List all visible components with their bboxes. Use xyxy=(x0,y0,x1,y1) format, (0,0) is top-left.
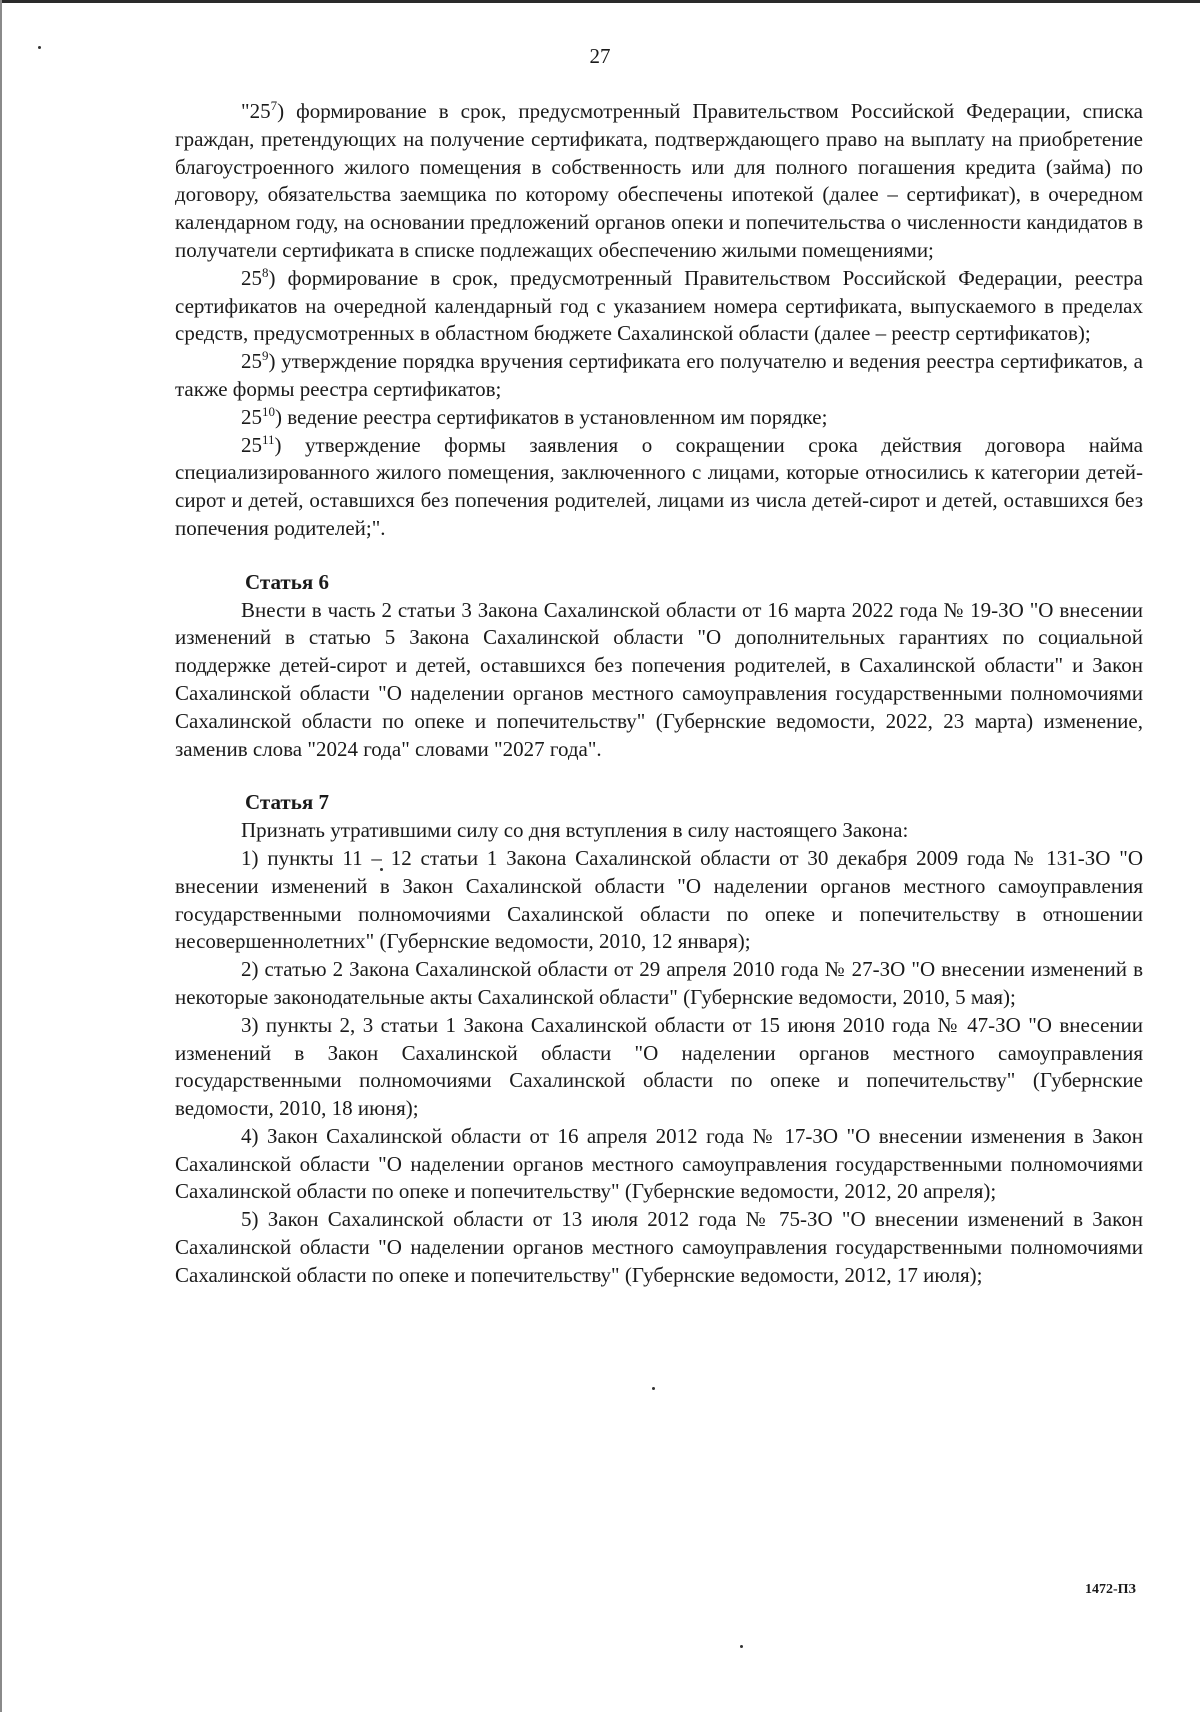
paragraph-number: 25 xyxy=(241,432,262,457)
paragraph-text: ) формирование в срок, предусмотренный Правительством Российской Федерации, списка граждан, претендующих на получение сертификата, подтверждающего право на выплату на приобретение благоустроенного жилого помещения в собственность или для полного погашения кредита (займа) по договору, обязательства заемщика по которому обеспечены ипотекой (далее – сертификат), в очередном календарном году, на основании предложений органов опеки и попечительства о численности кандидатов в получатели сертификата в списке подлежащих обеспечению жилыми помещениями; xyxy=(175,99,1143,262)
paragraph-superscript: 11 xyxy=(262,431,275,447)
paragraph-superscript: 8 xyxy=(262,264,269,280)
paragraph xyxy=(175,348,1143,404)
document-body xyxy=(175,98,1143,1290)
paragraph-superscript: 9 xyxy=(262,348,269,364)
paragraph xyxy=(175,265,1143,348)
article-heading: Статья 6 xyxy=(245,569,329,594)
paragraph: 3) пункты 2, 3 статьи 1 Закона Сахалинской области от 15 июня 2010 года № 47-ЗО "О внесении изменений в Закон Сахалинской области "О наделении органов местного самоуправления государственными полномочиями Сахалинской области по опеке и попечительству" (Губернские ведомости, 2010, 18 июня); xyxy=(175,1012,1143,1121)
paragraph-text: ) утверждение формы заявления о сокращении срока действия договора найма специализированного жилого помещения, заключенного с лицами, которые относились к категории детей-сирот и детей, оставшихся без попечения родителей, лицами из числа детей-сирот и детей, оставшихся без попечения родителей;". xyxy=(175,432,1143,540)
section-gap xyxy=(175,763,1143,789)
paragraph xyxy=(175,432,1143,543)
paragraph: 5) Закон Сахалинской области от 13 июля 2012 года № 75-ЗО "О внесении изменений в Закон Сахалинской области "О наделении органов местного самоуправления государственными полномочиями Сахалинской области по опеке и попечительству" (Губернские ведомости, 2012, 17 июля); xyxy=(175,1207,1143,1287)
paragraph-number: 25 xyxy=(241,404,262,429)
document-code: 1472-ПЗ xyxy=(1085,1582,1136,1597)
scan-top-border xyxy=(0,0,1200,3)
article-heading: Статья 7 xyxy=(245,790,329,815)
paragraph-superscript: 10 xyxy=(262,403,275,419)
paragraph-number: "25 xyxy=(241,99,271,123)
paragraph-superscript: 7 xyxy=(270,98,278,113)
paragraph-text: ) утверждение порядка вручения сертификата его получателю и ведения реестра сертификатов, а также формы реестра сертификатов; xyxy=(175,349,1143,401)
section-gap xyxy=(175,543,1143,569)
paragraph-number: 25 xyxy=(241,349,262,374)
scan-speck xyxy=(652,1387,655,1390)
paragraph-text: ) ведение реестра сертификатов в установленном им порядке; xyxy=(275,404,828,429)
paragraph: 4) Закон Сахалинской области от 16 апреля 2012 года № 17-ЗО "О внесении изменения в Закон Сахалинской области "О наделении органов местного самоуправления государственными полномочиями Сахалинской области по опеке и попечительству" (Губернские ведомости, 2012, 20 апреля); xyxy=(175,1123,1143,1204)
paragraph xyxy=(175,404,1143,432)
paragraph: Внести в часть 2 статьи 3 Закона Сахалинской области от 16 марта 2022 года № 19-ЗО "О внесении изменений в статью 5 Закона Сахалинской области "О дополнительных гарантиях по социальной поддержке детей-сирот и детей, оставшихся без попечения родителей, в Сахалинской области" и Закон Сахалинской области "О наделении органов местного самоуправления государственными полномочиями Сахалинской области по опеке и попечительству" (Губернские ведомости, 2022, 23 марта) изменение, заменив слова "2024 года" словами "2027 года". xyxy=(175,597,1143,761)
paragraph: 1) пункты 11 – 12 статьи 1 Закона Сахалинской области от 30 декабря 2009 года № 131-ЗО "О внесении изменений в Закон Сахалинской области "О наделении органов местного самоуправления государственными полномочиями Сахалинской области по опеке и попечительству в отношении несовершеннолетних" (Губернские ведомости, 2010, 12 января); xyxy=(175,845,1143,954)
paragraph-text: ) формирование в срок, предусмотренный Правительством Российской Федерации, реестра сертификатов на очередной календарный год с указанием номера сертификата, выпускаемого в пределах средств, предусмотренных в областном бюджете Сахалинской области (далее – реестр сертификатов); xyxy=(175,265,1143,346)
paragraph: 2) статью 2 Закона Сахалинской области от 29 апреля 2010 года № 27-ЗО "О внесении изменений в некоторые законодательные акты Сахалинской области" (Губернские ведомости, 2010, 5 мая); xyxy=(175,957,1143,1009)
scan-speck xyxy=(740,1645,743,1648)
scan-left-border xyxy=(0,0,2,1712)
paragraph: Признать утратившими силу со дня вступления в силу настоящего Закона: xyxy=(241,818,909,843)
page-number: 27 xyxy=(589,44,611,68)
paragraph xyxy=(175,98,1143,265)
paragraph-number: 25 xyxy=(241,265,262,290)
